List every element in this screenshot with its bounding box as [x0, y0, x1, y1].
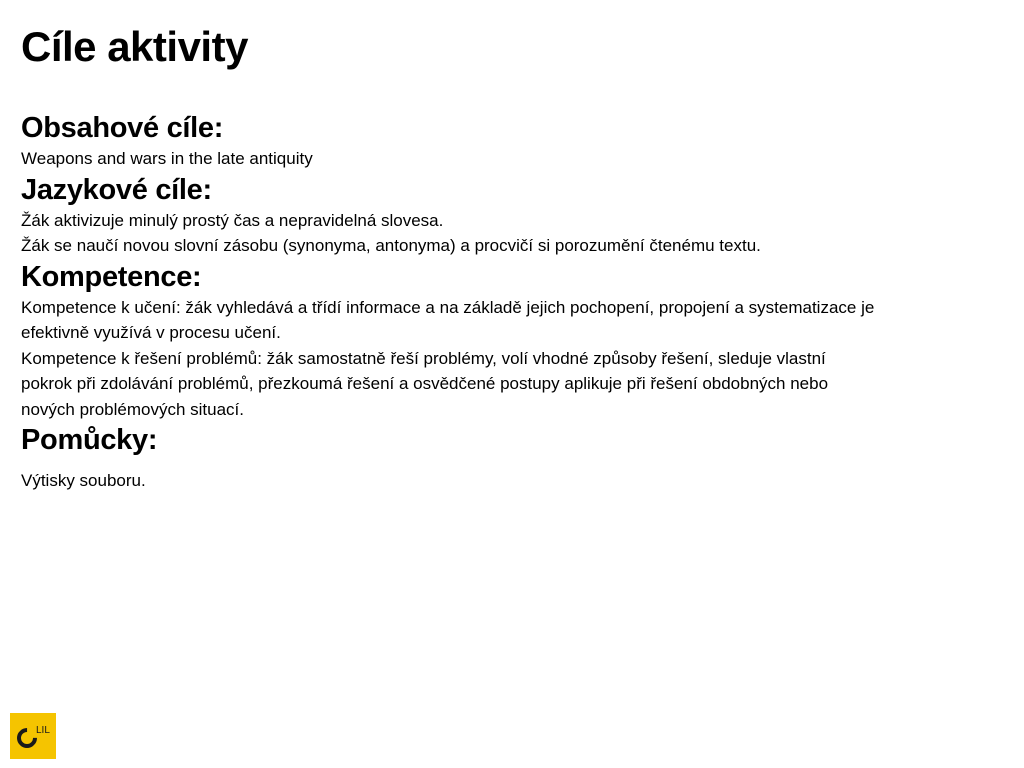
slide-content: [21, 110, 1001, 494]
content-goals-heading: Obsahové cíle:: [21, 112, 224, 144]
materials-text: Výtisky souboru.: [21, 471, 146, 490]
competences-text-1: Kompetence k učení: žák vyhledává a třídí informace a na základě jejich pochopení, propojení a systematizace je: [21, 297, 875, 317]
language-goals-heading: Jazykové cíle:: [21, 173, 212, 206]
competences-text-4: pokrok při zdolávání problémů, přezkoumá řešení a osvědčené postupy aplikuje při řešení obdobných nebo: [21, 374, 829, 393]
logo-text: LIL: [36, 725, 50, 736]
competences-text-2: efektivně využívá v procesu učení.: [21, 323, 281, 342]
language-goals-text-1: Žák aktivizuje minulý prostý čas a nepravidelná slovesa.: [21, 210, 444, 230]
competences-text-3: Kompetence k řešení problémů: žák samostatně řeší problémy, volí vhodné způsoby řešení, sleduje vlastní: [21, 348, 826, 368]
materials-heading: Pomůcky:: [21, 424, 158, 456]
lil-logo: [10, 713, 56, 759]
content-goals-text: Weapons and wars in the late antiquity: [21, 149, 313, 168]
language-goals-text-2: Žák se naučí novou slovní zásobu (synonyma, antonyma) a procvičí si porozumění čtenému textu.: [21, 236, 761, 255]
competences-heading: Kompetence:: [21, 260, 202, 293]
competences-text-5: nových problémových situací.: [21, 399, 244, 419]
slide-title: Cíle aktivity: [21, 23, 248, 70]
materials-spacer: [21, 458, 1001, 468]
